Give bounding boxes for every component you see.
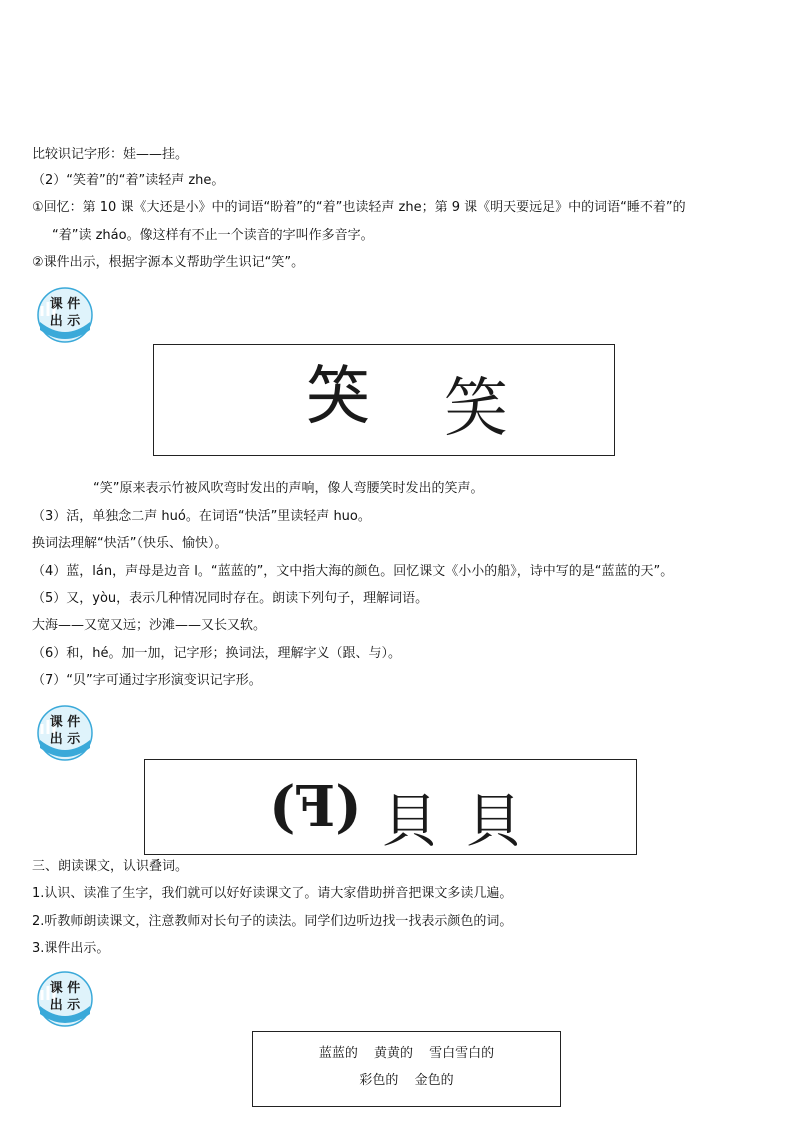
courseware-badge — [36, 970, 94, 1028]
text-line: 1.认识、读准了生字，我们就可以好好读课文了。请大家借助拼音把课文多读几遍。 — [32, 886, 513, 901]
text-line: （7）“贝”字可通过字形演变识记字形。 — [32, 673, 262, 688]
badge-text-top: 课 件 — [49, 297, 81, 312]
section-heading: 三、朗读课文，认识叠词。 — [32, 859, 189, 874]
color-words-row-2 — [253, 1069, 560, 1088]
bronze-script-bei: 貝 — [381, 787, 440, 855]
text-line: （5）又，yòu，表示几种情况同时存在。朗读下列句子，理解词语。 — [32, 591, 429, 606]
text-line: （4）蓝，lán，声母是边音 l。“蓝蓝的”，文中指大海的颜色。回忆课文《小小的船》，诗中写的是“蓝蓝的天”。 — [32, 564, 674, 579]
text-line: （2）“笑着”的“着”读轻声 zhe。 — [32, 173, 225, 188]
word-lanlande: 蓝蓝的 — [318, 1046, 358, 1061]
text-line: 2.听教师朗读课文，注意教师对长句子的读法。同学们边听边找一找表示颜色的词。 — [32, 914, 513, 929]
seal-script-xiao: 𥬇 — [306, 360, 370, 434]
text-line: 大海——又宽又远；沙滩——又长又软。 — [32, 618, 267, 633]
text-line: （6）和，hé。加一加，记字形；换词法，理解字义（跟、与）。 — [32, 646, 402, 661]
glyph-box-xiao — [153, 344, 615, 456]
text-line: （3）活，单独念二声 huó。在词语“快活”里读轻声 huo。 — [32, 509, 371, 524]
text-line: 3.课件出示。 — [32, 941, 110, 956]
badge-text-bottom: 出 示 — [49, 314, 81, 329]
text-line: ②课件出示，根据字源本义帮助学生识记“笑”。 — [32, 255, 305, 270]
text-line: 比较识记字形：娃——挂。 — [32, 147, 189, 162]
seal-script-bei: 貝 — [465, 787, 524, 855]
badge-text-top: 课 件 — [49, 981, 81, 996]
courseware-badge — [36, 286, 94, 344]
word-xuebaixuebaide: 雪白雪白的 — [429, 1046, 495, 1061]
color-words-row-1 — [253, 1042, 560, 1061]
badge-text-top: 课 件 — [49, 715, 81, 730]
word-jinsede: 金色的 — [414, 1073, 454, 1088]
regular-script-xiao: 笑 — [444, 372, 508, 446]
word-caisede: 彩色的 — [359, 1073, 399, 1088]
text-line: 换词法理解“快活”（快乐、愉快）。 — [32, 536, 228, 551]
text-line: “笑”原来表示竹被风吹弯时发出的声响，像人弯腰笑时发出的笑声。 — [93, 481, 484, 496]
glyph-box-bei — [144, 759, 637, 855]
badge-text-bottom: 出 示 — [49, 732, 81, 747]
text-line: “着”读 zháo。像这样有不止一个读音的字叫作多音字。 — [52, 228, 374, 243]
oracle-script-bei: (ꟻ) — [269, 774, 362, 840]
text-line: ①回忆：第 10 课《大还是小》中的词语“盼着”的“着”也读轻声 zhe；第 9 课《明天要远足》中的词语“睡不着”的 — [32, 200, 686, 215]
color-words-box — [252, 1031, 561, 1107]
badge-text-bottom: 出 示 — [49, 998, 81, 1013]
courseware-badge — [36, 704, 94, 762]
word-huanghuangde: 黄黄的 — [373, 1046, 413, 1061]
